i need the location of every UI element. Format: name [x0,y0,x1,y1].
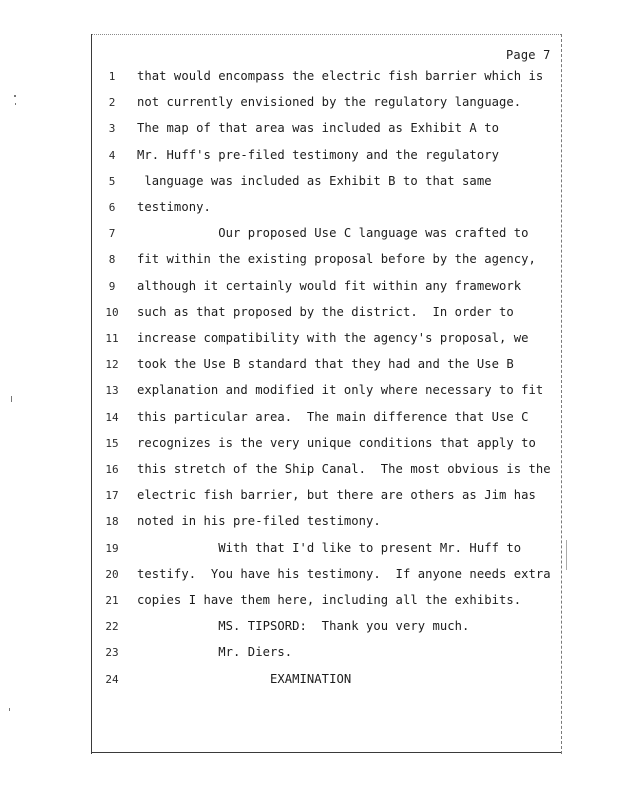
scan-speck [9,708,10,711]
page-border-right [561,34,562,754]
line-text: Our proposed Use C language was crafted to [137,226,529,240]
scan-speck [11,396,12,402]
line-text: Mr. Huff's pre-filed testimony and the regulatory [137,148,499,162]
line-number: 2 [108,96,116,109]
scan-speck [566,540,567,570]
line-text: With that I'd like to present Mr. Huff to [137,541,522,555]
page-border-bottom [91,752,561,753]
line-number: 20 [105,568,119,581]
line-text: not currently envisioned by the regulatory language. [137,95,522,109]
line-text: electric fish barrier, but there are others as Jim has [137,488,536,502]
page-border-left [91,34,92,754]
line-text: this particular area. The main difference that Use C [137,410,529,424]
line-text: that would encompass the electric fish barrier which is [137,69,544,83]
line-number: 22 [105,620,119,633]
line-number: 19 [105,542,119,555]
page-number: Page 7 [506,48,551,62]
line-number: 11 [105,332,119,345]
line-number: 17 [105,489,119,502]
line-number: 3 [108,122,116,135]
line-number: 16 [105,463,119,476]
line-text: noted in his pre-filed testimony. [137,514,381,528]
line-text: increase compatibility with the agency's proposal, we [137,331,529,345]
line-number: 7 [108,227,116,240]
page-border-top [91,34,561,35]
line-number: 15 [105,437,119,450]
line-text: Mr. Diers. [137,645,293,659]
line-text: fit within the existing proposal before by the agency, [137,252,536,266]
line-number: 1 [108,70,116,83]
line-number: 5 [108,175,116,188]
line-number: 12 [105,358,119,371]
line-number: 18 [105,515,119,528]
line-number: 9 [108,280,116,293]
line-number: 21 [105,594,119,607]
line-text: testimony. [137,200,211,214]
line-text: MS. TIPSORD: Thank you very much. [137,619,470,633]
line-number: 10 [105,306,119,319]
line-text: although it certainly would fit within any framework [137,279,522,293]
line-number: 6 [108,201,116,214]
line-number: 4 [108,149,116,162]
line-text: copies I have them here, including all the exhibits. [137,593,522,607]
scan-speck [14,95,16,97]
line-number: 24 [105,673,119,686]
line-number: 8 [108,253,116,266]
line-number: 23 [105,646,119,659]
line-text: explanation and modified it only where necessary to fit [137,383,544,397]
line-text: recognizes is the very unique conditions that apply to [137,436,536,450]
scan-speck [15,103,16,105]
line-number: 13 [105,384,119,397]
line-text: this stretch of the Ship Canal. The most obvious is the [137,462,551,476]
line-text: The map of that area was included as Exhibit A to [137,121,499,135]
line-text: testify. You have his testimony. If anyone needs extra [137,567,551,581]
line-number: 14 [105,411,119,424]
line-text: took the Use B standard that they had and the Use B [137,357,514,371]
line-text: language was included as Exhibit B to that same [137,174,492,188]
line-text: such as that proposed by the district. In order to [137,305,514,319]
line-text: EXAMINATION [137,672,352,686]
